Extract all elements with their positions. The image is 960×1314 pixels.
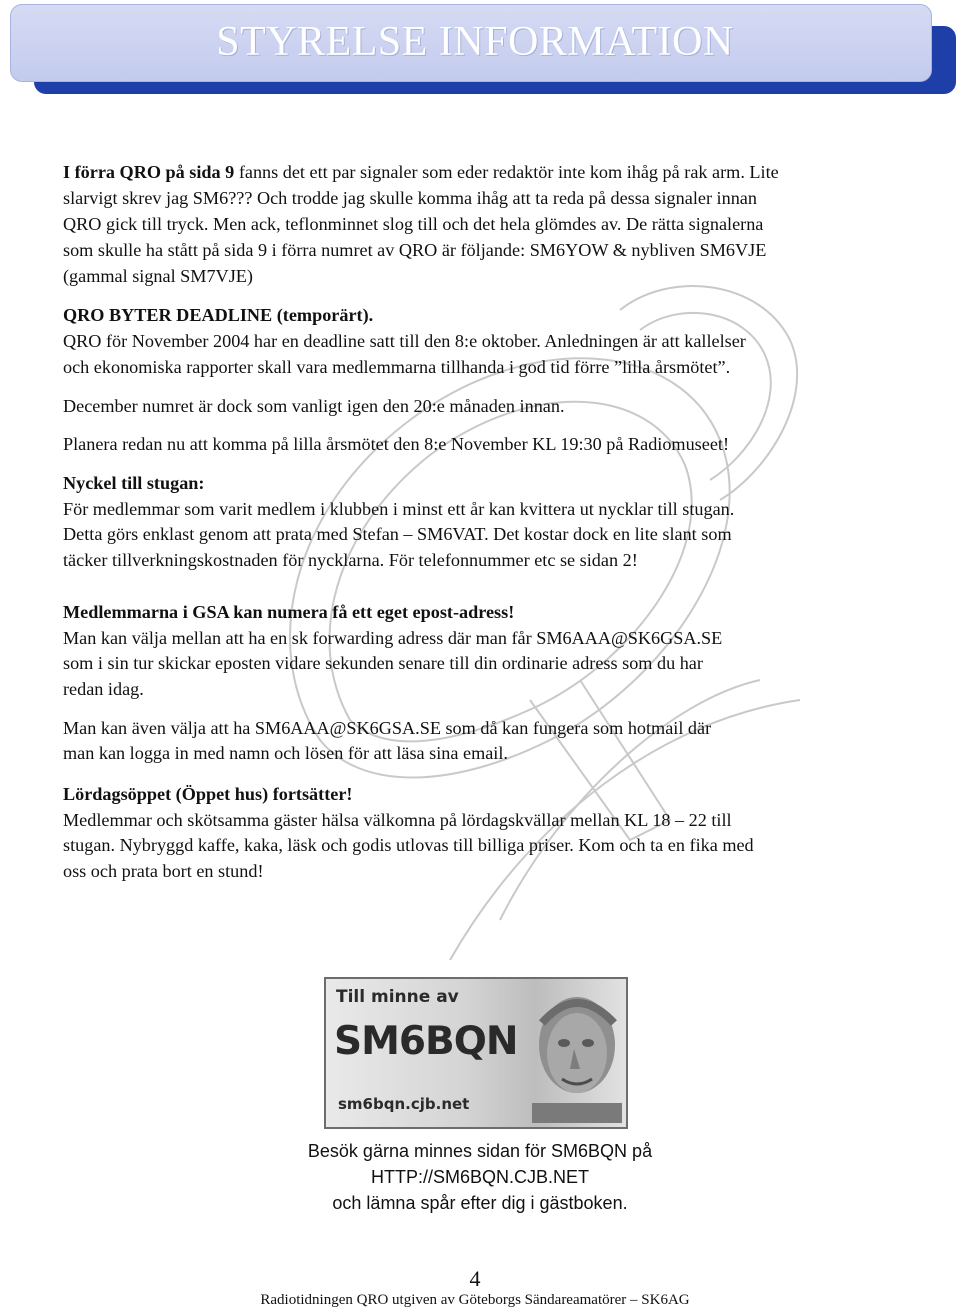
deadline-line: Planera redan nu att komma på lilla årsmötet den 8:e November KL 19:30 på Radiomuseet! [63, 434, 730, 454]
portrait-photo [522, 983, 622, 1123]
saturday-heading: Lördagsöppet (Öppet hus) fortsätter! [63, 784, 353, 804]
deadline-line: och ekonomiska rapporter skall vara medlemmarna tillhanda i god tid förre ”lilla årsmötet”. [63, 357, 731, 377]
email-line: Man kan välja mellan att ha en sk forwarding adress där man får SM6AAA@SK6GSA.SE [63, 628, 723, 648]
email-line: redan idag. [63, 679, 144, 699]
page-footer: Radiotidningen QRO utgiven av Göteborgs Sändareamatörer – SK6AG [260, 1292, 690, 1308]
memorial-callsign: SM6BQN [334, 1019, 518, 1064]
caption-line: Besök gärna minnes sidan för SM6BQN på [307, 1141, 653, 1161]
caption-link[interactable]: HTTP://SM6BQN.CJB.NET [370, 1167, 590, 1187]
saturday-line: Medlemmar och skötsamma gäster hälsa välkomna på lördagskvällar mellan KL 18 – 22 till [63, 810, 732, 830]
email-line: som i sin tur skickar eposten vidare sekunden senare till din ordinarie adress som du har [63, 653, 703, 673]
memorial-caption [0, 1138, 960, 1216]
caption-line: och lämna spår efter dig i gästboken. [332, 1193, 628, 1213]
key-line: Detta görs enklast genom att prata med Stefan – SM6VAT. Det kostar dock en lite slant som [63, 524, 732, 544]
email-line: Man kan även välja att ha SM6AAA@SK6GSA.SE som då kan fungera som hotmail där [63, 718, 712, 738]
intro-line: som skulle ha stått på sida 9 i förra numret av QRO är följande: SM6YOW & nybliven SM6VJE [63, 240, 767, 260]
saturday-line: stugan. Nybryggd kaffe, kaka, läsk och godis utlovas till billiga priser. Kom och ta en fika med [63, 835, 754, 855]
email-heading: Medlemmarna i GSA kan numera få ett eget epost-adress! [63, 602, 515, 622]
saturday-line: oss och prata bort en stund! [63, 861, 264, 881]
email-line: man kan logga in med namn och lösen för att läsa sina email. [63, 743, 508, 763]
deadline-heading: QRO BYTER DEADLINE (temporärt). [63, 305, 374, 325]
key-heading: Nyckel till stugan: [63, 473, 205, 493]
memorial-banner-image [324, 977, 628, 1129]
intro-line: (gammal signal SM7VJE) [63, 266, 253, 286]
intro-lead: I förra QRO på sida 9 [63, 162, 235, 182]
deadline-line: December numret är dock som vanligt igen den 20:e månaden innan. [63, 396, 565, 416]
intro-line: slarvigt skrev jag SM6??? Och trodde jag skulle komma ihåg att ta reda på dessa signaler innan [63, 188, 757, 208]
memorial-url: sm6bqn.cjb.net [338, 1095, 470, 1113]
key-line: täcker tillverkningskostnaden för nycklarna. För telefonnummer etc se sidan 2! [63, 550, 638, 570]
intro-line: fanns det ett par signaler som eder redaktör inte kom ihåg på rak arm. Lite [234, 162, 779, 182]
intro-line: QRO gick till tryck. Men ack, teflonminnet slog till och det hela glömdes av. De rätta signalerna [63, 214, 764, 234]
key-line: För medlemmar som varit medlem i klubben i minst ett år kan kvittera ut nycklar till stugan. [63, 499, 735, 519]
page-title: STYRELSE INFORMATION [216, 19, 734, 65]
intro-paragraph [63, 160, 903, 186]
page-number: 4 [469, 1266, 481, 1291]
memorial-top-text: Till minne av [336, 987, 459, 1007]
deadline-line: QRO för November 2004 har en deadline satt till den 8:e oktober. Anledningen är att kallelser [63, 331, 746, 351]
